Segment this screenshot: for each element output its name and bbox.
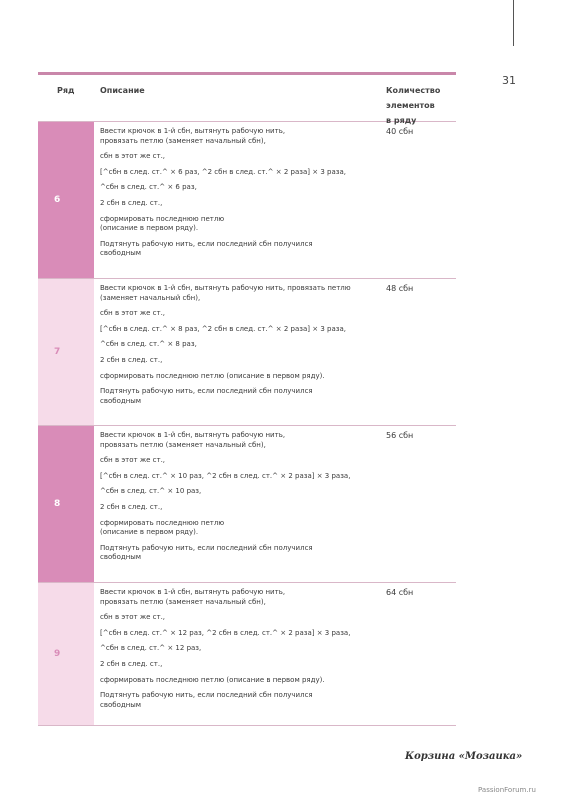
desc-line: Подтянуть рабочую нить, если последний сбн получился (100, 239, 313, 248)
footer-book-title: Корзина «Мозаика» (405, 751, 523, 762)
desc-line: свободным (100, 249, 142, 258)
row-count: 56 сбн (386, 431, 414, 440)
desc-line: Ввести крючок в 1-й сбн, вытянуть рабочую нить, провязать петлю (100, 284, 351, 292)
row-number: 6 (38, 122, 94, 278)
watermark: PassionForum.ru (478, 786, 536, 794)
desc-line: 2 сбн в след. ст., (100, 355, 163, 364)
header-description: Описание (100, 86, 145, 95)
desc-line: 2 сбн в след. ст., (100, 502, 163, 511)
row-description (100, 431, 380, 563)
table-header (38, 75, 456, 125)
desc-line: провязать петлю (заменяет начальный сбн), (100, 597, 266, 606)
row-number: 9 (38, 583, 94, 725)
desc-line: свободным (100, 396, 142, 405)
desc-line: свободным (100, 553, 142, 562)
desc-line: свободным (100, 700, 142, 709)
desc-line: Подтянуть рабочую нить, если последний сбн получился (100, 387, 313, 396)
desc-line: [^сбн в след. ст.^ × 12 раз, ^2 сбн в след. ст.^ × 2 раза] × 3 раза, (100, 628, 351, 637)
desc-line: сформировать последнюю петлю (100, 518, 225, 527)
desc-line: ^сбн в след. ст.^ × 8 раз, (100, 340, 197, 349)
desc-line: (описание в первом ряду). (100, 528, 199, 537)
desc-line: [^сбн в след. ст.^ × 6 раз, ^2 сбн в след. ст.^ × 2 раза] × 3 раза, (100, 167, 346, 176)
page-number: 31 (502, 74, 516, 87)
row-description (100, 284, 380, 406)
row-number: 7 (38, 279, 94, 425)
desc-line: провязать петлю (заменяет начальный сбн), (100, 440, 266, 449)
pattern-table (38, 72, 456, 726)
desc-line: ^сбн в след. ст.^ × 10 раз, (100, 487, 202, 496)
row-count: 64 сбн (386, 588, 414, 597)
top-divider-line (513, 0, 514, 46)
desc-line: Ввести крючок в 1-й сбн, вытянуть рабочую нить, (100, 431, 286, 439)
table-row (38, 122, 456, 279)
desc-line: Ввести крючок в 1-й сбн, вытянуть рабочую нить, (100, 127, 286, 135)
desc-line: сбн в этот же ст., (100, 152, 166, 161)
desc-line: Подтянуть рабочую нить, если последний сбн получился (100, 691, 313, 700)
desc-line: (заменяет начальный сбн), (100, 293, 201, 302)
desc-line: 2 сбн в след. ст., (100, 659, 163, 668)
desc-line: Подтянуть рабочую нить, если последний сбн получился (100, 543, 313, 552)
row-description (100, 588, 380, 710)
header-row: Ряд (57, 86, 75, 95)
row-count: 48 сбн (386, 284, 414, 293)
desc-line: [^сбн в след. ст.^ × 8 раз, ^2 сбн в след. ст.^ × 2 раза] × 3 раза, (100, 324, 346, 333)
row-count: 40 сбн (386, 127, 414, 136)
desc-line: ^сбн в след. ст.^ × 6 раз, (100, 183, 197, 192)
table-row (38, 583, 456, 726)
desc-line: [^сбн в след. ст.^ × 10 раз, ^2 сбн в след. ст.^ × 2 раза] × 3 раза, (100, 471, 351, 480)
desc-line: Ввести крючок в 1-й сбн, вытянуть рабочую нить, (100, 588, 286, 596)
desc-line: сбн в этот же ст., (100, 613, 166, 622)
desc-line: сбн в этот же ст., (100, 309, 166, 318)
table-row (38, 426, 456, 583)
desc-line: сформировать последнюю петлю (100, 214, 225, 223)
table-row (38, 279, 456, 426)
desc-line: 2 сбн в след. ст., (100, 198, 163, 207)
desc-line: сформировать последнюю петлю (описание в первом ряду). (100, 371, 325, 380)
row-description (100, 127, 380, 259)
desc-line: (описание в первом ряду). (100, 224, 199, 233)
desc-line: ^сбн в след. ст.^ × 12 раз, (100, 644, 202, 653)
desc-line: сформировать последнюю петлю (описание в первом ряду). (100, 675, 325, 684)
desc-line: сбн в этот же ст., (100, 456, 166, 465)
header-count: Количество элементов в ряду (386, 86, 441, 125)
row-number: 8 (38, 426, 94, 582)
desc-line: провязать петлю (заменяет начальный сбн), (100, 136, 266, 145)
